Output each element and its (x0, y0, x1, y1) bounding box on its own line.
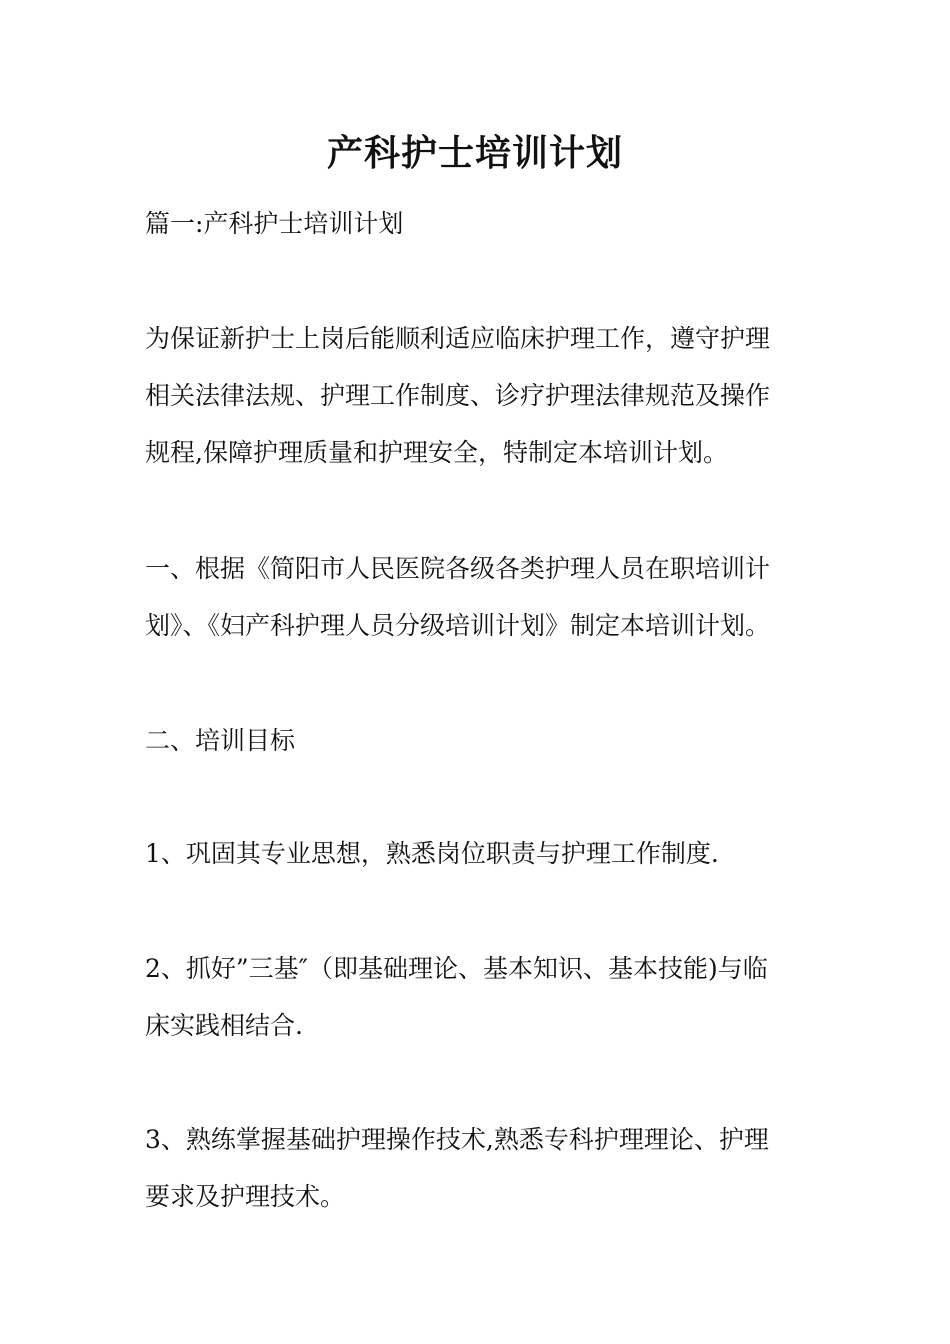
intro-paragraph (145, 310, 825, 481)
subtitle-line: 篇一:产科护士培训计划 (145, 209, 404, 238)
section-2-heading (145, 712, 825, 769)
goal-3-line-1: 3、熟练掌握基础护理操作技术,熟悉专科护理理论、护理 (145, 1125, 769, 1154)
document-title: 产科护士培训计划 (326, 132, 623, 174)
section-2-heading-text: 二、培训目标 (145, 726, 296, 755)
goal-3-paragraph (145, 1111, 825, 1225)
goal-2-line-2: 床实践相结合. (145, 1011, 303, 1040)
goal-1-paragraph (145, 825, 825, 882)
section-1-line-2: 划》、《妇产科护理人员分级培训计划》制定本培训计划。 (145, 611, 771, 640)
document-subtitle (145, 195, 825, 252)
section-1-line-1: 一、根据《简阳市人民医院各级各类护理人员在职培训计 (145, 554, 771, 583)
goal-3-line-2: 要求及护理技术。 (145, 1182, 346, 1211)
goal-2-line-1: 2、抓好”三基″（即基础理论、基本知识、基本技能)与临 (145, 954, 768, 983)
section-1-paragraph (145, 540, 825, 654)
intro-line-2: 相关法律法规、护理工作制度、诊疗护理法律规范及操作 (145, 381, 771, 410)
intro-line-3: 规程,保障护理质量和护理安全，特制定本培训计划。 (145, 438, 728, 467)
goal-2-paragraph (145, 940, 825, 1054)
goal-1-line-1: 1、巩固其专业思想，熟悉岗位职责与护理工作制度. (145, 839, 719, 868)
intro-line-1: 为保证新护士上岗后能顺利适应临床护理工作，遵守护理 (145, 324, 771, 353)
